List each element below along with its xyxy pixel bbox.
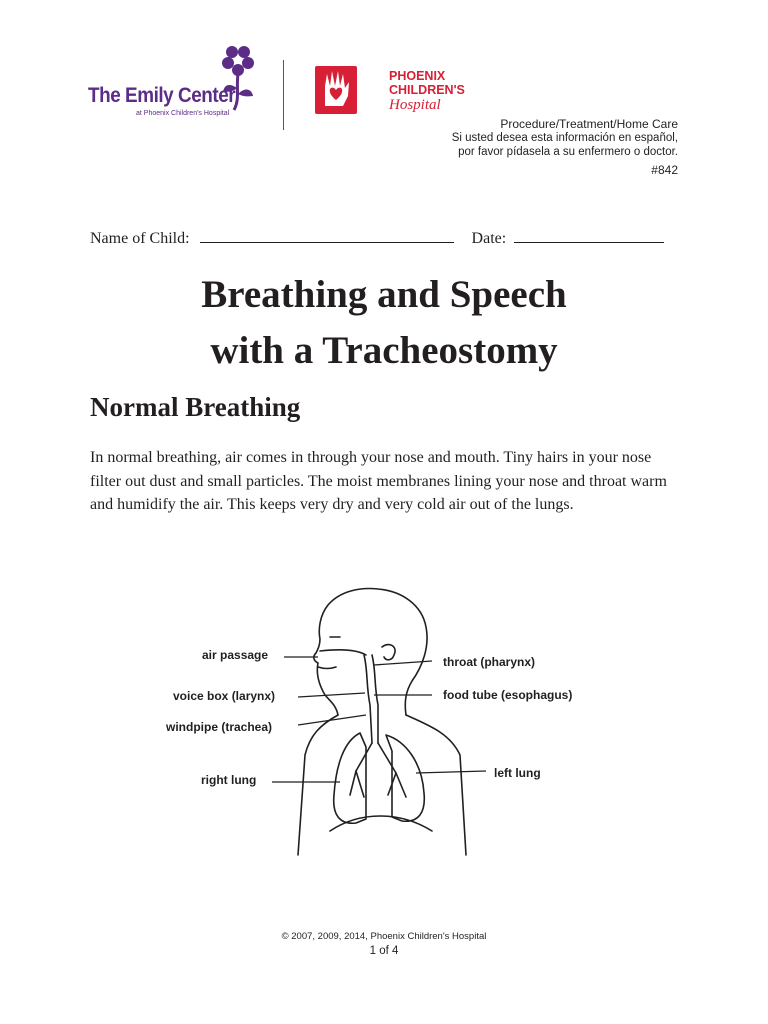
date-field[interactable] [514, 228, 664, 243]
emily-center-subtitle: at Phoenix Children's Hospital [136, 110, 230, 117]
pch-logo-line1: PHOENIX [389, 69, 446, 83]
phoenix-childrens-logo [315, 66, 465, 126]
page-number: 1 of 4 [369, 945, 399, 957]
label-food-tube: food tube (esophagus) [443, 688, 573, 702]
emily-center-logo [88, 44, 263, 124]
hand-heart-icon [315, 66, 357, 114]
page-title-line1: Breathing and Speech [201, 273, 567, 316]
spanish-note-line2: por favor pídasela a su enfermero o doctor. [458, 146, 678, 158]
child-info-row [90, 228, 664, 248]
date-label: Date: [471, 230, 507, 247]
respiratory-diagram [160, 575, 620, 875]
name-label: Name of Child: [90, 230, 190, 247]
spanish-note-line1: Si usted desea esta información en español, [451, 132, 678, 144]
pch-logo-line3: Hospital [389, 97, 441, 113]
name-field[interactable] [200, 228, 454, 243]
document-number: #842 [651, 163, 678, 177]
copyright-notice: © 2007, 2009, 2014, Phoenix Children's Hospital [281, 931, 487, 942]
emily-center-title: The Emily Center [88, 84, 236, 107]
label-throat: throat (pharynx) [443, 655, 536, 669]
section-heading: Normal Breathing [90, 392, 301, 422]
label-right-lung: right lung [201, 773, 257, 787]
document-category: Procedure/Treatment/Home Care [500, 117, 678, 131]
logo-divider [283, 60, 284, 130]
label-voice-box: voice box (larynx) [173, 689, 276, 703]
page-title-line2: with a Tracheostomy [210, 329, 558, 372]
label-left-lung: left lung [494, 766, 541, 780]
page-title [0, 267, 768, 379]
label-windpipe: windpipe (trachea) [166, 720, 273, 734]
document-category-block [452, 117, 678, 159]
pch-logo-line2: CHILDREN'S [389, 83, 465, 97]
label-air-passage: air passage [202, 648, 269, 662]
body-paragraph: In normal breathing, air comes in through your nose and mouth. Tiny hairs in your nose filter out dust and small particles. The moist membranes lining your nose and throat warm and humidify the air. This keeps very dry and very cold air out of the lungs. [90, 449, 667, 513]
